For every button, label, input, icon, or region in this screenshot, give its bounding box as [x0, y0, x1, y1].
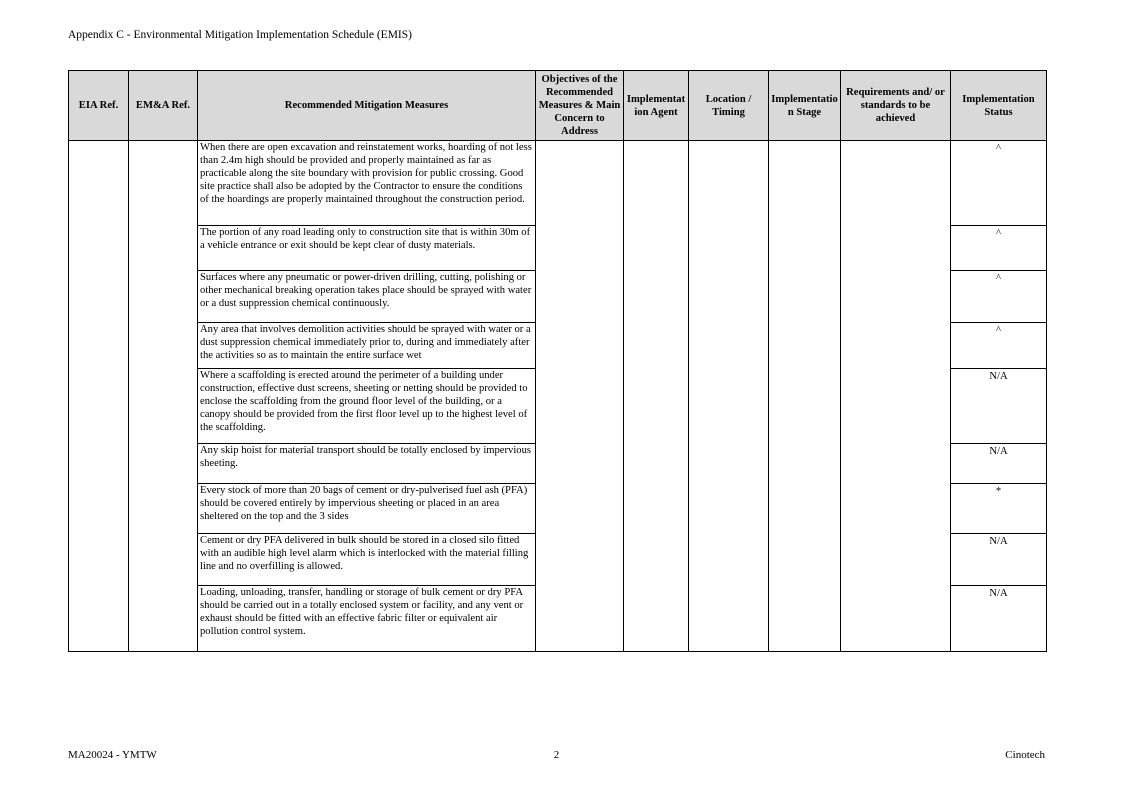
footer-company: Cinotech [1005, 749, 1046, 761]
header-measures: Recommended Mitigation Measures [198, 71, 536, 141]
measure-cell: Surfaces where any pneumatic or power-driven drilling, cutting, polishing or other mechanical breaking operation takes place should be sprayed with water or a dust suppression chemical continuously. [198, 271, 536, 323]
measure-cell: When there are open excavation and reinstatement works, hoarding of not less than 2.4m high should be provided and properly maintained as far as practicable along the site boundary with provision for public crossing. Good site practice shall also be adopted by the Contractor to ensure the conditions of the hoardings are properly maintained throughout the construction period. [198, 141, 536, 226]
page-footer [68, 749, 1045, 761]
measure-cell: Every stock of more than 20 bags of cement or dry-pulverised fuel ash (PFA) should be covered entirely by impervious sheeting or placed in an area sheltered on the top and the 3 sides [198, 484, 536, 534]
status-cell: N/A [951, 444, 1046, 484]
header-status: Implementation Status [951, 71, 1046, 141]
status-cell: ^ [951, 226, 1046, 271]
page-title: Appendix C - Environmental Mitigation Implementation Schedule (EMIS) [68, 29, 412, 41]
objectives-column-body [536, 141, 624, 651]
header-objectives: Objectives of the Recommended Measures & Main Concern to Address [536, 71, 624, 141]
header-requirements: Requirements and/ or standards to be achieved [841, 71, 951, 141]
measure-cell: Any area that involves demolition activities should be sprayed with water or a dust suppression chemical immediately prior to, during and immediately after the activities so as to maintain the entire surface wet [198, 323, 536, 369]
measure-cell: Cement or dry PFA delivered in bulk should be stored in a closed silo fitted with an audible high level alarm which is interlocked with the material filling line and no overfilling is allowed. [198, 534, 536, 586]
measure-cell: The portion of any road leading only to construction site that is within 30m of a vehicle entrance or exit should be kept clear of dusty materials. [198, 226, 536, 271]
measure-cell: Any skip hoist for material transport should be totally enclosed by impervious sheeting. [198, 444, 536, 484]
footer-project-code: MA20024 - YMTW [68, 749, 157, 761]
agent-column-body [624, 141, 689, 651]
status-cell: N/A [951, 534, 1046, 586]
status-cell: N/A [951, 369, 1046, 444]
requirements-column-body [841, 141, 951, 651]
measure-cell: Where a scaffolding is erected around the perimeter of a building under construction, effective dust screens, sheeting or netting should be provided to enclose the scaffolding from the ground floor level of the building, or a canopy should be provided from the first floor level up to the highest level of the scaffolding. [198, 369, 536, 444]
header-agent: Implementation Agent [624, 71, 689, 141]
status-cell: ^ [951, 141, 1046, 226]
eia-ref-column-body [69, 141, 129, 651]
status-cell: ^ [951, 271, 1046, 323]
measure-cell: Loading, unloading, transfer, handling or storage of bulk cement or dry PFA should be carried out in a totally enclosed system or facility, and any vent or exhaust should be fitted with an effective fabric filter or equivalent air pollution control system. [198, 586, 536, 651]
header-location-timing: Location / Timing [689, 71, 769, 141]
footer-page-number: 2 [553, 749, 560, 761]
status-cell: ^ [951, 323, 1046, 369]
location-timing-column-body [689, 141, 769, 651]
status-cell: * [951, 484, 1046, 534]
ema-ref-column-body [129, 141, 198, 651]
header-stage: Implementation Stage [769, 71, 841, 141]
stage-column-body [769, 141, 841, 651]
status-cell: N/A [989, 588, 1008, 599]
header-ema-ref: EM&A Ref. [129, 71, 198, 141]
header-eia-ref: EIA Ref. [69, 71, 129, 141]
emis-table [68, 70, 1047, 652]
